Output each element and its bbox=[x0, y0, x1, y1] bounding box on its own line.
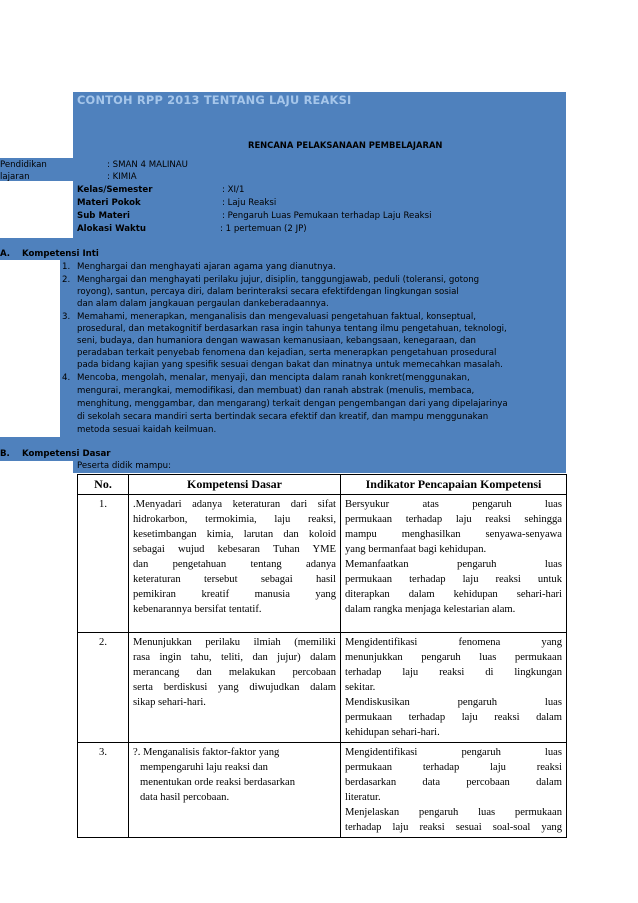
ki-number: 1. bbox=[62, 262, 71, 272]
ki-line: seni, budaya, dan humaniora dengan wawasan kemanusiaan, kebangsaan, kenegaraan, dan bbox=[77, 336, 477, 346]
indikator-line: permukaan terhadap laju reaksi untuk bbox=[345, 574, 562, 585]
ki-number: 4. bbox=[62, 373, 71, 383]
identity-label: Alokasi Waktu bbox=[77, 224, 146, 234]
kd-line: menentukan orde reaksi berdasarkan bbox=[140, 777, 296, 788]
header-kompetensi-dasar: Kompetensi Dasar bbox=[129, 475, 341, 495]
table-row bbox=[78, 743, 567, 838]
kd-line: ?. Menganalisis faktor-faktor yang bbox=[133, 747, 280, 758]
identity-band bbox=[0, 158, 566, 181]
indikator-line: terhadap laju reaksi di lingkungan bbox=[345, 667, 562, 678]
ki-line: Menghargai dan menghayati ajaran agama yang dianutnya. bbox=[77, 262, 336, 272]
identity-value: : SMAN 4 MALINAU bbox=[107, 160, 188, 170]
ki-line: Mencoba, mengolah, menalar, menyaji, dan mencipta dalam ranah konkret(menggunakan, bbox=[77, 373, 470, 383]
section-b-marker: B. bbox=[0, 449, 10, 459]
section-b-title: Kompetensi Dasar bbox=[22, 449, 111, 459]
indikator-line: permukaan terhadap laju reaksi sehingga bbox=[345, 514, 562, 525]
row-number: 1. bbox=[78, 495, 129, 633]
indikator-line: permukaan terhadap laju reaksi dalam bbox=[345, 712, 562, 723]
indikator-line: Mengidentifikasi fenomena yang bbox=[345, 637, 562, 648]
kd-cell bbox=[129, 633, 341, 743]
kd-line: kebenarannya bersifat tentatif. bbox=[133, 604, 262, 615]
ki-line: prosedural, dan metakognitif berdasarkan rasa ingin tahunya tentang ilmu pengetahuan, teknologi, bbox=[77, 324, 507, 334]
table-row bbox=[78, 495, 567, 633]
identity-value: : XI/1 bbox=[222, 185, 245, 195]
ki-line: metoda sesuai kaidah keilmuan. bbox=[77, 425, 217, 435]
indikator-line: kehidupan sehari-hari. bbox=[345, 727, 440, 738]
indikator-line: permukaan terhadap laju reaksi bbox=[345, 762, 562, 773]
header-indikator: Indikator Pencapaian Kompetensi bbox=[341, 475, 567, 495]
ki-line: dan alam dalam jangkauan pergaulan dankeberadaannya. bbox=[77, 299, 329, 309]
identity-label: Kelas/Semester bbox=[77, 185, 153, 195]
indikator-line: Menjelaskan pengaruh luas permukaan bbox=[345, 807, 562, 818]
indikator-line: sekitar. bbox=[345, 682, 376, 693]
indikator-line: dalam rangka menjaga kelestarian alam. bbox=[345, 604, 516, 615]
kd-line: data hasil percobaan. bbox=[140, 792, 230, 803]
row-number: 2. bbox=[78, 633, 129, 743]
ki-line: pada bidang kajian yang spesifik sesuai dengan bakat dan minatnya untuk memecahkan masalah. bbox=[77, 360, 503, 370]
identity-label: lajaran bbox=[0, 172, 30, 182]
indikator-line: Mengidentifikasi pengaruh luas bbox=[345, 747, 562, 758]
kd-line: serta berdiskusi yang diwujudkan dalam bbox=[133, 682, 336, 693]
ki-line: di sekolah secara mandiri serta bertindak secara efektif dan kreatif, dan mampu menggunakan bbox=[77, 412, 489, 422]
ki-number: 2. bbox=[62, 275, 71, 285]
indikator-line: diterapkan dalam kehidupan sehari-hari bbox=[345, 589, 562, 600]
table-row bbox=[78, 633, 567, 743]
kd-line: dan pengetahuan tentang adanya bbox=[133, 559, 336, 570]
indikator-cell bbox=[341, 495, 567, 633]
kd-line: merancang dan melakukan percobaan bbox=[133, 667, 336, 678]
kd-line: keteraturan tersebut sebagai hasil bbox=[133, 574, 336, 585]
identity-value: : Pengaruh Luas Pemukaan terhadap Laju Reaksi bbox=[222, 211, 432, 221]
indikator-line: mampu menghasilkan senyawa-senyawa bbox=[345, 529, 562, 540]
kompetensi-dasar-table bbox=[77, 474, 567, 838]
document-title: CONTOH RPP 2013 TENTANG LAJU REAKSI bbox=[77, 93, 352, 107]
kd-line: sebagai wujud kebesaran Tuhan YME bbox=[133, 544, 336, 555]
indikator-line: literatur. bbox=[345, 792, 381, 803]
kd-line: pemikiran kreatif manusia yang bbox=[133, 589, 336, 600]
indikator-cell bbox=[341, 633, 567, 743]
table-header-row bbox=[78, 475, 567, 495]
indikator-line: menunjukkan pengaruh luas permukaan bbox=[345, 652, 562, 663]
indikator-line: berdasarkan data percobaan dalam bbox=[345, 777, 562, 788]
kd-line: kesetimbangan kimia, larutan dan koloid bbox=[133, 529, 336, 540]
header-no: No. bbox=[78, 475, 129, 495]
kd-line: .Menyadari adanya keteraturan dari sifat bbox=[133, 499, 336, 510]
ki-line: mengurai, merangkai, memodifikasi, dan membuat) dan ranah abstrak (menulis, membaca, bbox=[77, 386, 475, 396]
section-a-title: Kompetensi Inti bbox=[22, 249, 99, 259]
kd-cell bbox=[129, 495, 341, 633]
kd-line: Menunjukkan perilaku ilmiah (memiliki bbox=[133, 637, 336, 648]
ki-line: royong), santun, percaya diri, dalam berinteraksi secara efektifdengan lingkungan sosial bbox=[77, 287, 459, 297]
identity-label: Sub Materi bbox=[77, 211, 130, 221]
section-a-marker: A. bbox=[0, 249, 11, 259]
row-number: 3. bbox=[78, 743, 129, 838]
indikator-line: Bersyukur atas pengaruh luas bbox=[345, 499, 562, 510]
indikator-line: yang bermanfaat bagi kehidupan. bbox=[345, 544, 487, 555]
indikator-line: Memanfaatkan pengaruh luas bbox=[345, 559, 562, 570]
ki-number: 3. bbox=[62, 312, 71, 322]
section-b-intro: Peserta didik mampu: bbox=[77, 461, 172, 471]
kd-line: hidrokarbon, termokimia, laju reaksi, bbox=[133, 514, 336, 525]
identity-value: : 1 pertemuan (2 JP) bbox=[220, 224, 307, 234]
kd-line: sikap sehari-hari. bbox=[133, 697, 206, 708]
ki-line: Memahami, menerapkan, menganalisis dan mengevaluasi pengetahuan faktual, konseptual, bbox=[77, 312, 477, 322]
kd-cell bbox=[129, 743, 341, 838]
kd-line: mempengaruhi laju reaksi dan bbox=[140, 762, 268, 773]
ki-line: menghitung, menggambar, dan mengarang) terkait dengan pengembangan dari yang dipelajarinya bbox=[77, 399, 508, 409]
indikator-line: terhadap laju reaksi sesuai soal-soal yang bbox=[345, 822, 562, 833]
identity-label: Pendidikan bbox=[0, 160, 47, 170]
rpp-subtitle: RENCANA PELAKSANAAN PEMBELAJARAN bbox=[248, 140, 443, 150]
identity-value: : KIMIA bbox=[107, 172, 137, 182]
indikator-cell bbox=[341, 743, 567, 838]
ki-line: Menghargai dan menghayati perilaku jujur, disiplin, tanggungjawab, peduli (toleransi, gotong bbox=[77, 275, 480, 285]
indikator-line: Mendiskusikan pengaruh luas bbox=[345, 697, 562, 708]
identity-label: Materi Pokok bbox=[77, 198, 141, 208]
identity-value: : Laju Reaksi bbox=[222, 198, 277, 208]
ki-line: peradaban terkait penyebab fenomena dan kejadian, serta menerapkan pengetahuan prosedural bbox=[77, 348, 497, 358]
kd-line: rasa ingin tahu, teliti, dan jujur) dalam bbox=[133, 652, 336, 663]
